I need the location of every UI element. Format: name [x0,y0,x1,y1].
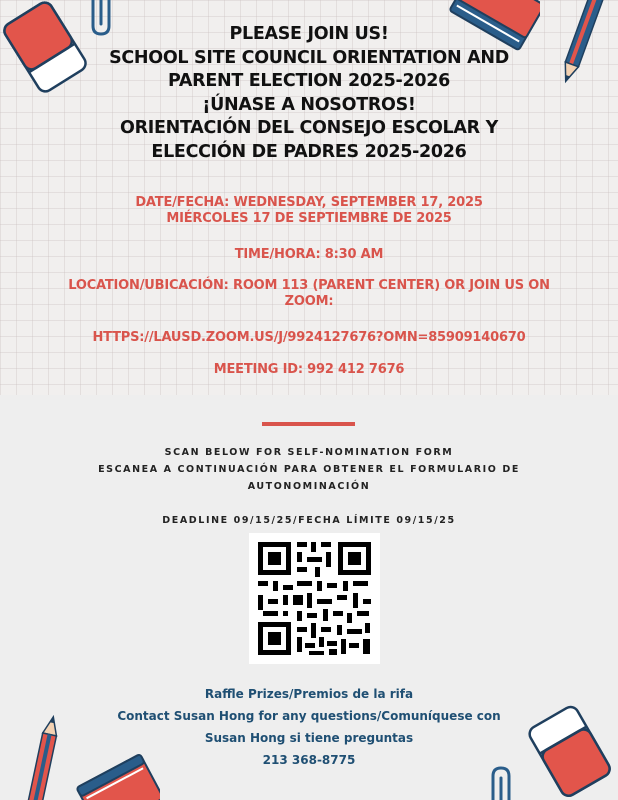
scan-instructions [30,444,588,495]
page-title [50,23,568,164]
event-location [20,278,598,310]
scan-line: SCAN BELOW FOR SELF-NOMINATION FORM [164,447,454,458]
zoom-link[interactable] [20,330,598,346]
raffle-text: Raffle Prizes/Premios de la rifa [204,687,414,701]
date-english: DATE/FECHA: WEDNESDAY, SEPTEMBER 17, 2025 [135,195,483,210]
event-time-text: TIME/HORA: 8:30 AM [234,247,384,262]
contact-text-spanish: Susan Hong si tiene preguntas [204,731,414,745]
title-line: SCHOOL SITE COUNCIL ORIENTATION AND [109,47,509,68]
qr-code[interactable] [249,533,380,664]
title-line: ELECCIÓN DE PADRES 2025-2026 [151,141,467,162]
meeting-id [20,362,598,378]
pencil-bottom-left-icon [20,712,70,800]
title-line: ¡ÚNASE A NOSOTROS! [202,94,416,115]
section-divider [262,422,355,426]
deadline [30,512,588,529]
title-line: ORIENTACIÓN DEL CONSEJO ESCOLAR Y [120,118,498,138]
scan-line: AUTONOMINACIÓN [247,481,371,492]
event-date [20,195,598,227]
date-spanish: MIÉRCOLES 17 DE SEPTIEMBRE DE 2025 [166,211,452,226]
qr-code-icon[interactable] [249,533,380,664]
phone-number: 213 368-8775 [262,753,356,767]
title-line: PLEASE JOIN US! [229,24,389,44]
eraser-bottom-right-icon [522,700,618,800]
meeting-id-text: MEETING ID: 992 412 7676 [213,362,405,377]
contact-text: Contact Susan Hong for any questions/Comuníquese con [117,709,501,723]
scan-line: ESCANEA A CONTINUACIÓN PARA OBTENER EL FORMULARIO DE [98,464,520,475]
book-bottom-left-icon [70,740,160,800]
location-line: ZOOM: [284,294,334,309]
paperclip-bottom-icon [485,762,525,800]
zoom-link-text[interactable]: HTTPS://LAUSD.ZOOM.US/J/9924127676?OMN=85909140670 [92,330,526,345]
title-line: PARENT ELECTION 2025-2026 [167,71,450,91]
location-line: LOCATION/UBICACIÓN: ROOM 113 (PARENT CENTER) OR JOIN US ON [68,278,550,293]
deadline-text: DEADLINE 09/15/25/FECHA LÍMITE 09/15/25 [162,515,456,526]
event-time [20,247,598,263]
